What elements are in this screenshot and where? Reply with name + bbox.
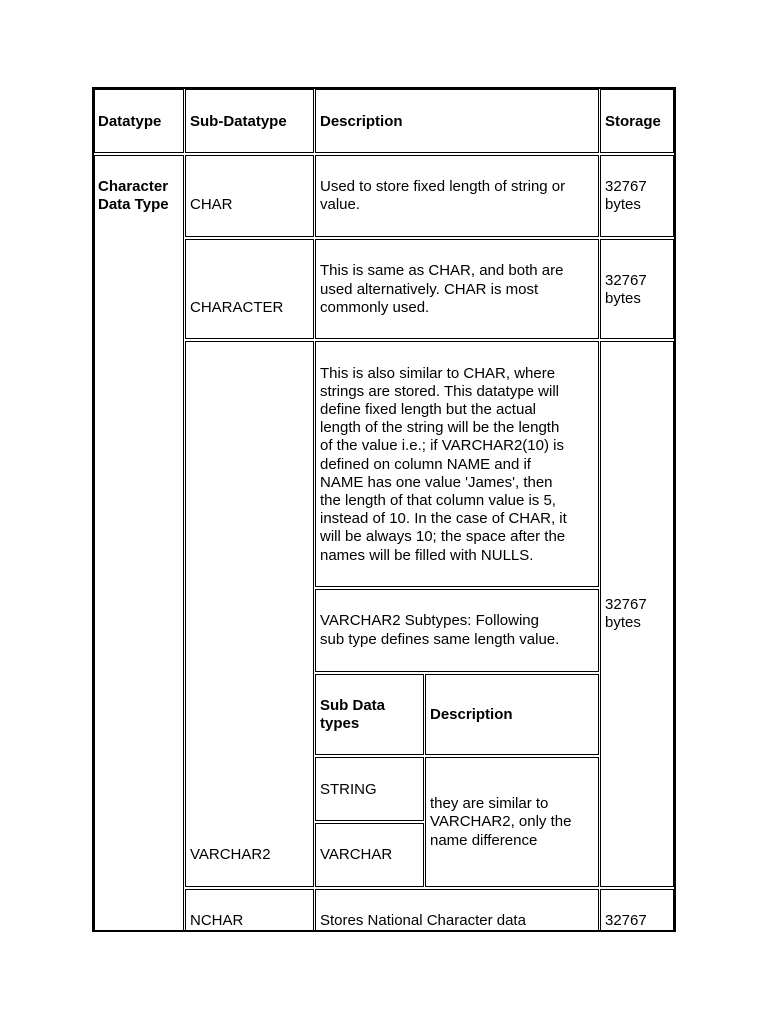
varchar2-desc-line6: defined on column NAME and if — [320, 456, 531, 473]
varchar2-desc-line10: will be always 10; the space after the — [320, 528, 566, 545]
varchar2-desc-line8: the length of that column value is 5, — [320, 492, 556, 509]
character-storage-line2: bytes — [605, 290, 641, 307]
varchar2-desc-line11: names will be filled with NULLS. — [320, 547, 534, 564]
varchar2-desc-line7: NAME has one value 'James', then — [320, 474, 553, 491]
nested-string: STRING — [320, 781, 377, 798]
varchar2-desc-line2: strings are stored. This datatype will — [320, 383, 559, 400]
character-desc-line2: used alternatively. CHAR is most — [320, 281, 539, 298]
char-desc-line2: value. — [320, 196, 361, 213]
varchar2-desc-line9: instead of 10. In the case of CHAR, it — [320, 510, 567, 527]
char-sub: CHAR — [190, 196, 233, 213]
nested-desc-line1: they are similar to — [430, 795, 549, 812]
group-label-line1: Character — [98, 178, 169, 195]
varchar2-desc-line4: length of the string will be the length — [320, 419, 560, 436]
nested-varchar: VARCHAR — [320, 846, 393, 863]
character-desc-line3: commonly used. — [320, 299, 430, 316]
nested-header-sub-line2: types — [320, 715, 360, 732]
varchar2-sub-cell — [185, 341, 314, 887]
varchar2-storage-line2: bytes — [605, 614, 641, 631]
character-desc-line1: This is same as CHAR, and both are — [320, 262, 564, 279]
group-label-line2: Data Type — [98, 196, 169, 213]
character-sub: CHARACTER — [190, 299, 284, 316]
varchar2-desc-line1: This is also similar to CHAR, where — [320, 365, 556, 382]
header-storage: Storage — [605, 113, 661, 130]
nested-desc-line3: name difference — [430, 832, 538, 849]
header-datatype: Datatype — [98, 113, 162, 130]
nested-desc-line2: VARCHAR2, only the — [430, 813, 572, 830]
nested-header-sub-line1: Sub Data — [320, 697, 386, 714]
header-description: Description — [320, 113, 403, 130]
character-storage-line1: 32767 — [605, 272, 647, 289]
nchar-sub: NCHAR — [190, 912, 244, 929]
nchar-desc: Stores National Character data — [320, 912, 526, 929]
varchar2-subtypes-line1: VARCHAR2 Subtypes: Following — [320, 612, 539, 629]
header-subdatatype: Sub-Datatype — [190, 113, 287, 130]
nchar-storage: 32767 — [605, 912, 647, 929]
nested-header-desc: Description — [430, 706, 513, 723]
varchar2-sub: VARCHAR2 — [190, 846, 271, 863]
varchar2-desc-line3: define fixed length but the actual — [320, 401, 536, 418]
char-desc-line1: Used to store fixed length of string or — [320, 178, 566, 195]
varchar2-desc-line5: of the value i.e.; if VARCHAR2(10) is — [320, 437, 564, 454]
group-cell — [94, 155, 184, 930]
varchar2-storage-line1: 32767 — [605, 596, 647, 613]
char-storage-line2: bytes — [605, 196, 641, 213]
varchar2-subtypes-line2: sub type defines same length value. — [320, 631, 560, 648]
character-sub-cell — [185, 239, 314, 339]
char-storage-line1: 32767 — [605, 178, 647, 195]
